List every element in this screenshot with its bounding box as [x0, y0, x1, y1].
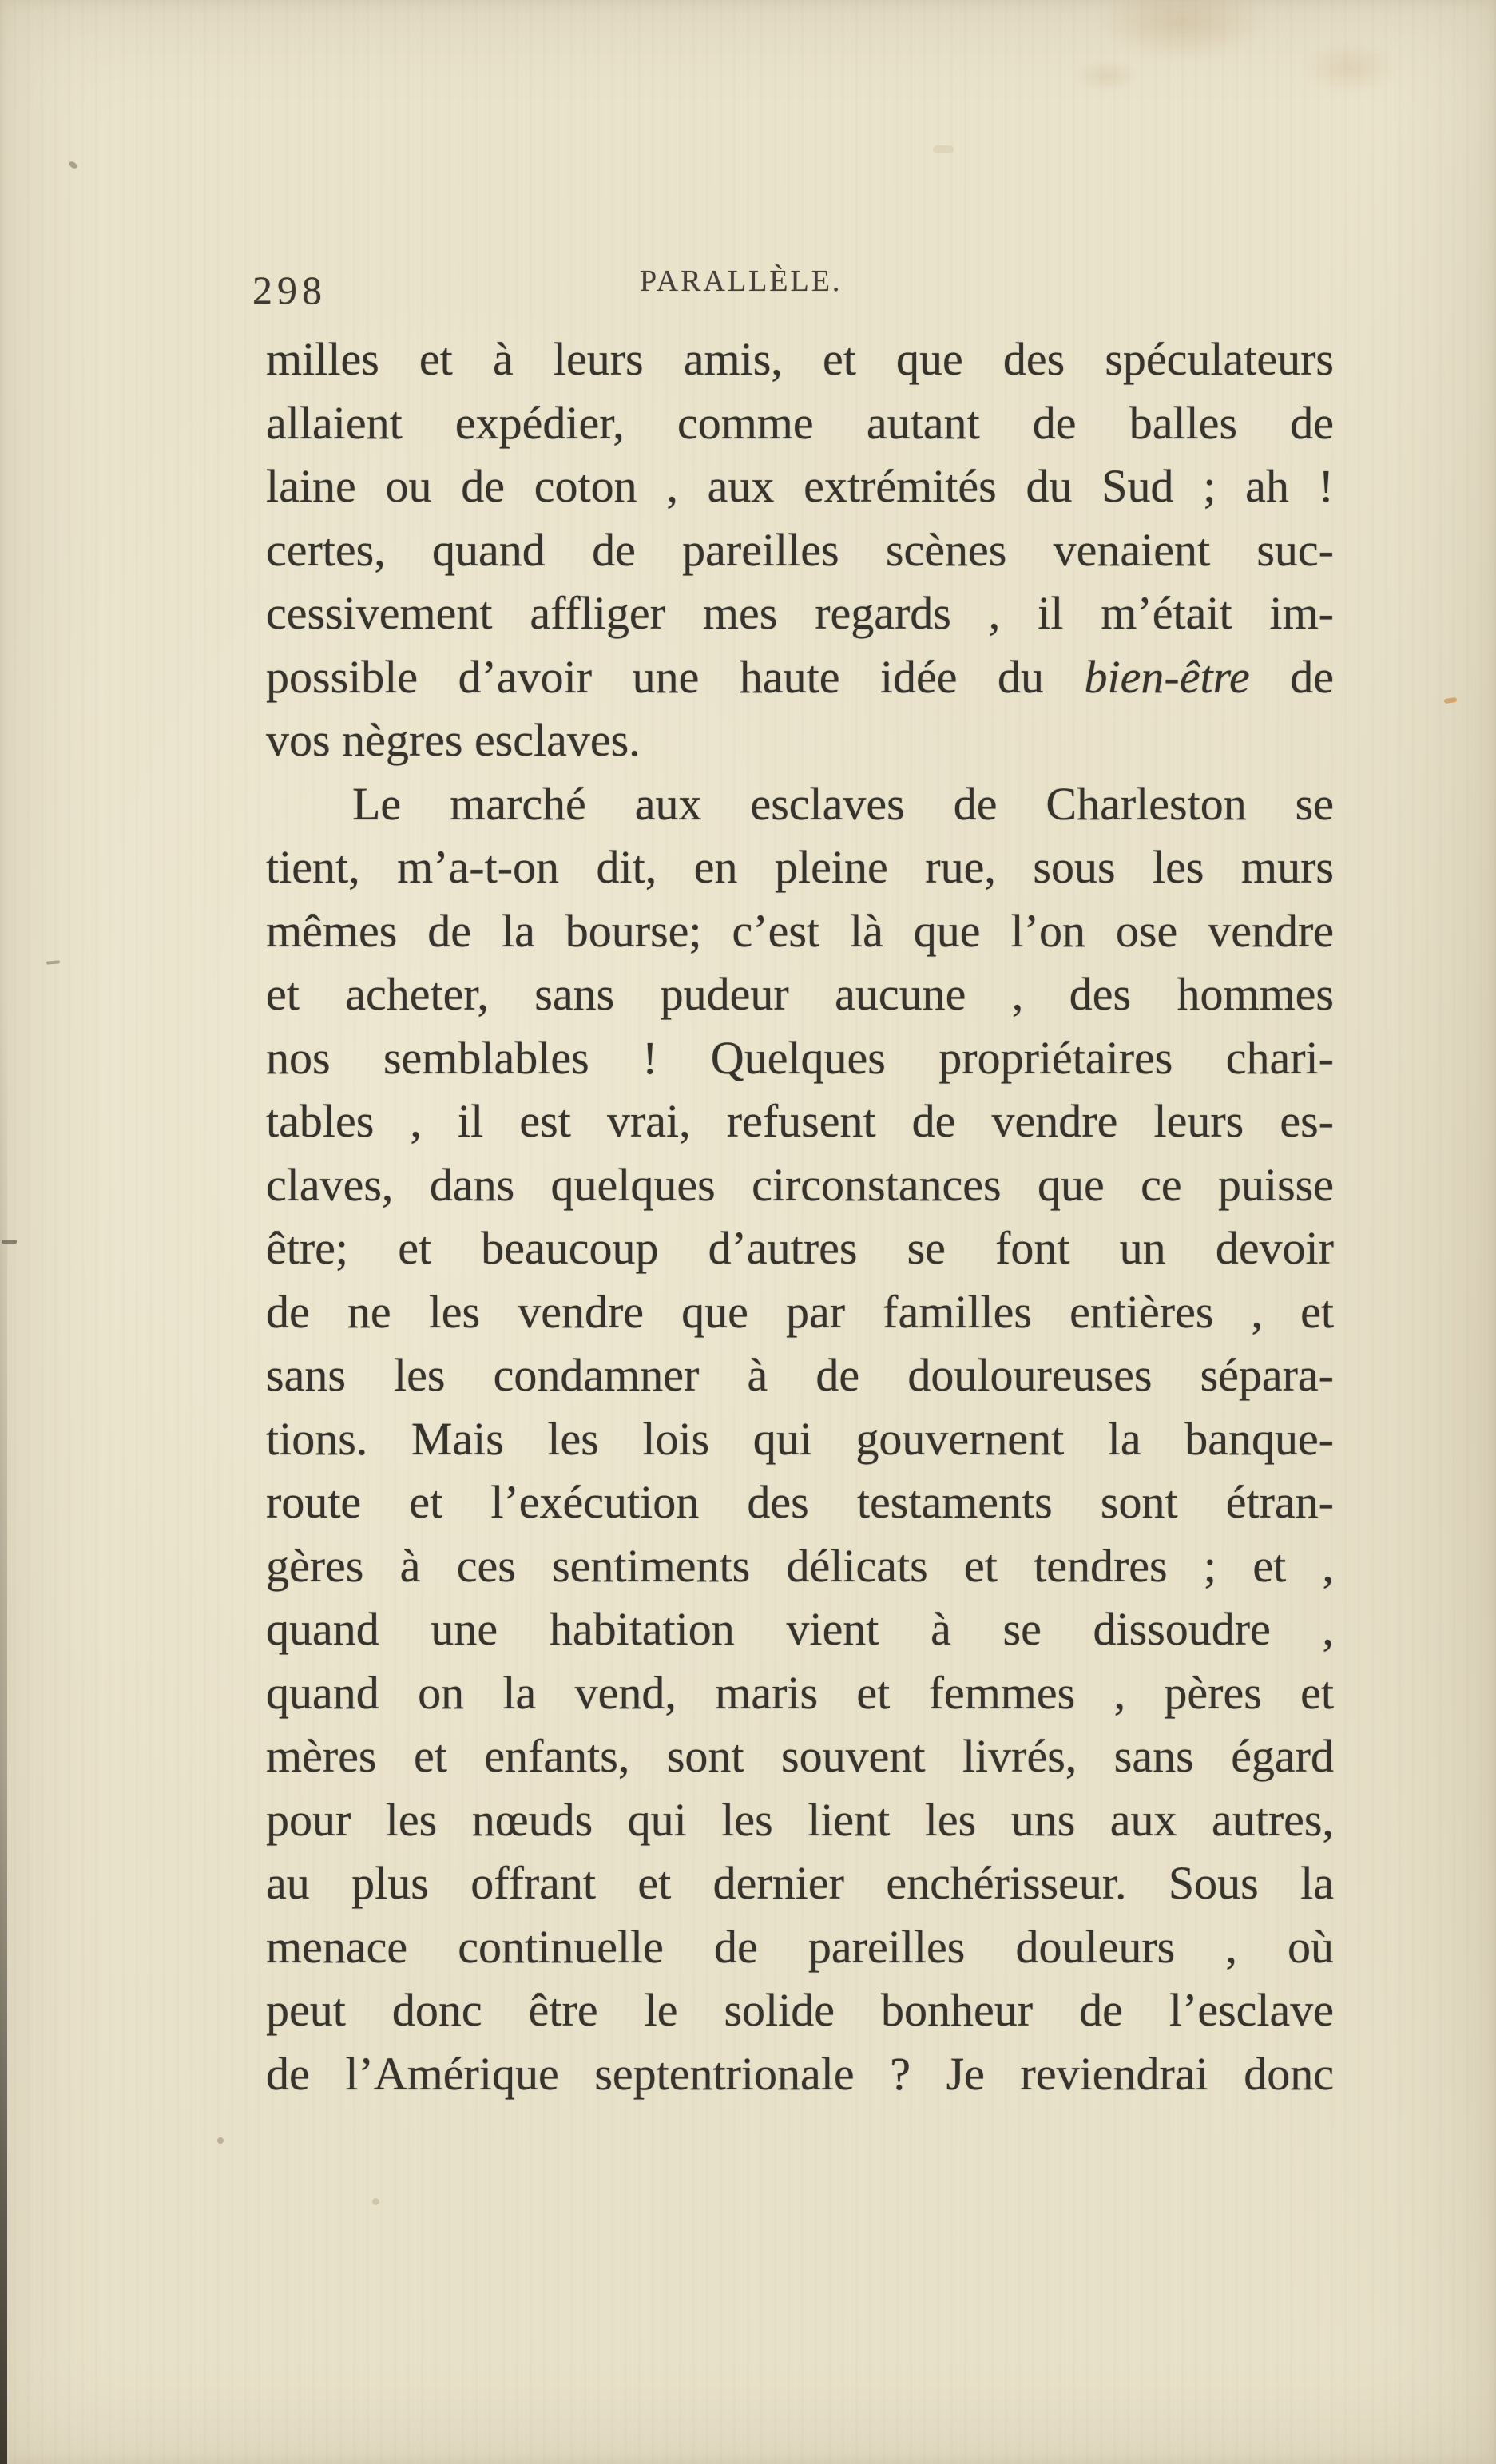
- paper-stain-orange: [1444, 697, 1458, 704]
- text-line: [266, 518, 1334, 582]
- text-segment: de ne les vendre que par familles entières , et: [266, 1285, 1334, 1338]
- text-segment: certes, quand de pareilles scènes venaient suc-: [266, 523, 1334, 576]
- text-line: [266, 899, 1334, 963]
- paper-speck: [372, 2198, 379, 2205]
- text-line: [266, 2042, 1334, 2106]
- paper-stain: [933, 145, 954, 153]
- text-segment: tables , il est vrai, refusent de vendre leurs es-: [266, 1095, 1334, 1147]
- text-line: [266, 1470, 1334, 1534]
- text-segment: gères à ces sentiments délicats et tendres ; et ,: [266, 1539, 1334, 1592]
- text-segment: quand on la vend, maris et femmes , pères et: [266, 1666, 1334, 1719]
- text-segment: de: [1249, 650, 1334, 703]
- text-line: [266, 391, 1334, 455]
- text-line: [266, 1407, 1334, 1471]
- text-segment: mères et enfants, sont souvent livrés, sans égard: [266, 1730, 1334, 1782]
- text-segment: et acheter, sans pudeur aucune , des hommes: [266, 968, 1334, 1020]
- paper-speck: [217, 2137, 224, 2144]
- text-line: [266, 1724, 1334, 1788]
- text-segment: mêmes de la bourse; c’est là que l’on ose vendre: [266, 904, 1334, 957]
- text-segment: au plus offrant et dernier enchérisseur. Sous la: [266, 1857, 1334, 1909]
- text-segment: claves, dans quelques circonstances que ce puisse: [266, 1158, 1334, 1211]
- paper-speck: [46, 960, 60, 964]
- text-line: [266, 327, 1334, 391]
- text-line: [266, 645, 1334, 709]
- text-line: [266, 1153, 1334, 1217]
- text-segment: route et l’exécution des testaments sont étran-: [266, 1476, 1334, 1528]
- text-line: [266, 1915, 1334, 1979]
- text-line: [266, 1026, 1334, 1090]
- text-line: [266, 962, 1334, 1026]
- text-segment: vos nègres esclaves.: [266, 714, 641, 766]
- text-segment: quand une habitation vient à se dissoudre ,: [266, 1603, 1334, 1655]
- text-segment: pour les nœuds qui les lient les uns aux autres,: [266, 1793, 1334, 1846]
- text-segment: menace continuelle de pareilles douleurs , où: [266, 1920, 1334, 1973]
- text-line: [266, 1089, 1334, 1153]
- text-line: [266, 1661, 1334, 1725]
- text-line: [266, 708, 1334, 772]
- text-segment: peut donc être le solide bonheur de l’esclave: [266, 1984, 1334, 2036]
- text-segment: possible d’avoir une haute idée du: [266, 650, 1085, 703]
- page-number: 298: [252, 268, 327, 312]
- text-segment: tient, m’a-t-on dit, en pleine rue, sous les murs: [266, 841, 1334, 893]
- text-segment: milles et à leurs amis, et que des spéculateurs: [266, 333, 1334, 385]
- text-line: [266, 835, 1334, 899]
- text-line: [266, 1978, 1334, 2042]
- text-line: [266, 772, 1334, 836]
- text-segment: être; et beaucoup d’autres se font un devoir: [266, 1222, 1334, 1274]
- text-line: [266, 1851, 1334, 1915]
- text-segment: sans les condamner à de douloureuses sépara-: [266, 1349, 1334, 1401]
- text-segment: allaient expédier, comme autant de balles de: [266, 396, 1334, 449]
- text-segment: nos semblables ! Quelques propriétaires chari-: [266, 1031, 1334, 1084]
- text-segment: de l’Amérique septentrionale ? Je reviendrai donc: [266, 2047, 1334, 2100]
- text-segment: Le marché aux esclaves de Charleston se: [352, 777, 1334, 830]
- text-line: [266, 581, 1334, 645]
- body-text: [266, 327, 1334, 2105]
- scan-edge-shadow: [0, 0, 7, 2464]
- paper-speck: [68, 160, 78, 169]
- text-line: [266, 1343, 1334, 1407]
- text-segment: cessivement affliger mes regards , il m’était im-: [266, 587, 1334, 639]
- text-line: [266, 1216, 1334, 1280]
- text-line: [266, 1788, 1334, 1852]
- text-segment: tions. Mais les lois qui gouvernent la banque-: [266, 1412, 1334, 1465]
- text-line: [266, 1597, 1334, 1661]
- text-line: [266, 1280, 1334, 1344]
- running-title: PARALLÈLE.: [640, 264, 843, 298]
- text-segment: laine ou de coton , aux extrémités du Sud ; ah !: [266, 460, 1334, 512]
- text-line: [266, 1534, 1334, 1598]
- text-line: [266, 454, 1334, 518]
- paper-speck: [2, 1240, 17, 1244]
- italic-text-segment: bien-être: [1084, 650, 1250, 703]
